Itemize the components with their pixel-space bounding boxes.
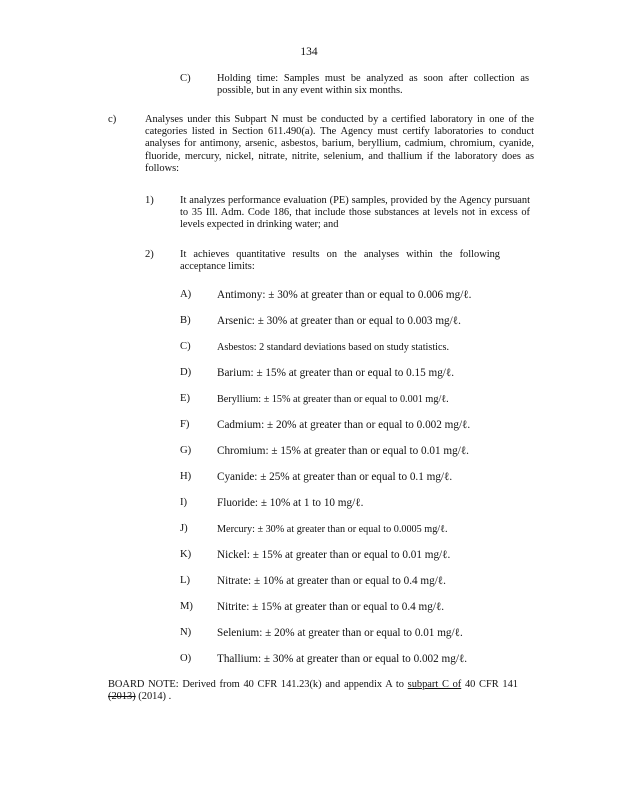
limit-text: Mercury: ± 30% at greater than or equal to 0.0005 mg/ℓ. <box>217 524 448 535</box>
holding-time-label: C) <box>180 73 191 84</box>
holding-time-text: Holding time: Samples must be analyzed as soon after collection as possible, but in any event within six months. <box>217 73 529 97</box>
limit-label: O) <box>180 653 192 664</box>
limit-text: Cadmium: ± 20% at greater than or equal to 0.002 mg/ℓ. <box>217 419 471 431</box>
board-note-inserted-text: subpart C of <box>407 679 462 690</box>
limit-label: D) <box>180 367 192 378</box>
board-note-suffix: . <box>166 691 172 703</box>
limit-text: Nickel: ± 15% at greater than or equal to 0.01 mg/ℓ. <box>217 549 451 561</box>
limit-label: J) <box>180 523 188 534</box>
limit-text: Arsenic: ± 30% at greater than or equal to 0.003 mg/ℓ. <box>217 315 461 327</box>
limit-text: Fluoride: ± 10% at 1 to 10 mg/ℓ. <box>217 497 364 509</box>
limit-label: N) <box>180 627 192 638</box>
limit-text: Barium: ± 15% at greater than or equal to 0.15 mg/ℓ. <box>217 367 455 379</box>
limit-label: K) <box>180 549 192 560</box>
limit-label: B) <box>180 315 191 326</box>
limit-label: A) <box>180 289 192 300</box>
board-note-middle: 40 CFR 141 <box>461 679 518 690</box>
limit-label: C) <box>180 341 191 352</box>
limit-text: Beryllium: ± 15% at greater than or equal to 0.001 mg/ℓ. <box>217 394 449 405</box>
limit-text: Antimony: ± 30% at greater than or equal to 0.006 mg/ℓ. <box>217 289 472 301</box>
limit-label: H) <box>180 471 192 482</box>
limit-label: E) <box>180 393 190 404</box>
limit-label: F) <box>180 419 190 430</box>
item-2-label: 2) <box>145 249 154 260</box>
board-note-added-text: (2014) <box>135 691 167 703</box>
limit-label: M) <box>180 601 193 612</box>
limit-label: G) <box>180 445 192 456</box>
page-number: 134 <box>300 46 318 58</box>
item-1-text: It analyzes performance evaluation (PE) samples, provided by the Agency pursuant to 35 Ill. Adm. Code 186, that include those substances at levels not in excess of levels expected in drinking water; and <box>180 195 530 231</box>
board-note <box>108 679 518 703</box>
limit-label: L) <box>180 575 190 586</box>
board-note-prefix: BOARD NOTE: Derived from 40 CFR 141.23(k) and appendix A to <box>108 679 408 690</box>
limit-text: Cyanide: ± 25% at greater than or equal to 0.1 mg/ℓ. <box>217 471 453 483</box>
limit-text: Asbestos: 2 standard deviations based on study statistics. <box>217 342 450 353</box>
section-c-label: c) <box>108 114 117 125</box>
limit-text: Chromium: ± 15% at greater than or equal to 0.01 mg/ℓ. <box>217 445 469 457</box>
item-2-text: It achieves quantitative results on the analyses within the following acceptance limits: <box>180 249 500 273</box>
item-1-label: 1) <box>145 195 154 206</box>
limit-text: Nitrate: ± 10% at greater than or equal to 0.4 mg/ℓ. <box>217 575 446 587</box>
limit-label: I) <box>180 497 188 508</box>
limit-text: Selenium: ± 20% at greater than or equal to 0.01 mg/ℓ. <box>217 627 463 639</box>
section-c-text: Analyses under this Subpart N must be conducted by a certified laboratory in one of the categories listed in Section 611.490(a). The Agency must certify laboratories to conduct analyses for antimony, arsenic, asbestos, barium, beryllium, cadmium, chromium, cyanide, fluoride, mercury, nickel, nitrate, nitrite, selenium, and thallium if the laboratory does as follows: <box>145 114 534 174</box>
limit-text: Nitrite: ± 15% at greater than or equal to 0.4 mg/ℓ. <box>217 601 445 613</box>
board-note-deleted-text: (2013) <box>108 691 136 703</box>
limit-text: Thallium: ± 30% at greater than or equal to 0.002 mg/ℓ. <box>217 653 468 665</box>
